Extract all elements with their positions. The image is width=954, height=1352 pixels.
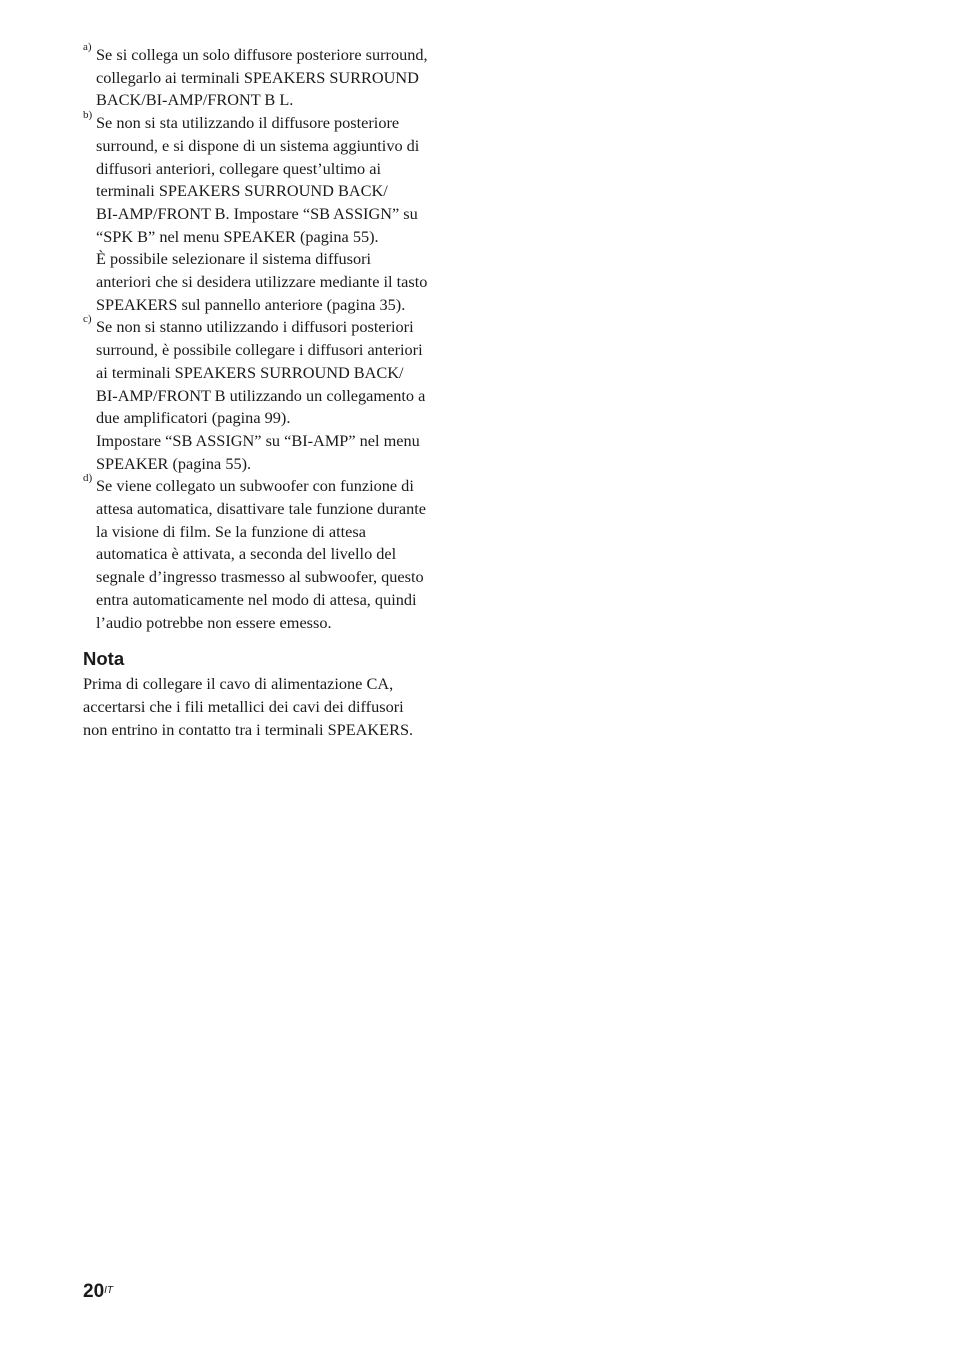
- footnote-line: surround, e si dispone di un sistema aggiuntivo di: [96, 135, 420, 155]
- nota-line: non entrino in contatto tra i terminali SPEAKERS.: [83, 719, 414, 739]
- page-number: [83, 1280, 113, 1304]
- nota-heading: Nota: [83, 648, 125, 670]
- footnote-line: surround, è possibile collegare i diffusori anteriori: [96, 340, 423, 360]
- footnote-line: diffusori anteriori, collegare quest’ultimo ai: [96, 158, 381, 178]
- page-language-suffix: IT: [104, 1285, 114, 1296]
- text-column: [83, 41, 463, 741]
- footnote-line: SPEAKER (pagina 55).: [96, 453, 252, 473]
- footnote-marker: d): [83, 472, 93, 485]
- footnote-line: Se viene collegato un subwoofer con funzione di: [96, 476, 414, 496]
- footnote-line: SPEAKERS sul pannello anteriore (pagina 35).: [96, 294, 406, 314]
- footnote-line: collegarlo ai terminali SPEAKERS SURROUND: [96, 67, 419, 87]
- nota-line: accertarsi che i fili metallici dei cavi dei diffusori: [83, 696, 404, 716]
- footnote-a: [83, 41, 463, 112]
- footnote-line: segnale d’ingresso trasmesso al subwoofer, questo: [96, 567, 424, 587]
- footnote-line: entra automaticamente nel modo di attesa, quindi: [96, 589, 417, 609]
- footnote-line: Se non si stanno utilizzando i diffusori posteriori: [96, 317, 414, 337]
- footnote-line: l’audio potrebbe non essere emesso.: [96, 612, 332, 632]
- footnote-marker: b): [83, 109, 93, 122]
- footnote-line: attesa automatica, disattivare tale funzione durante: [96, 499, 426, 519]
- footnote-line: terminali SPEAKERS SURROUND BACK/: [96, 181, 388, 201]
- nota-line: Prima di collegare il cavo di alimentazione CA,: [83, 674, 394, 694]
- footnote-line: la visione di film. Se la funzione di attesa: [96, 521, 366, 541]
- footnote-marker: a): [83, 41, 92, 53]
- footnote-line: due amplificatori (pagina 99).: [96, 408, 291, 428]
- footnote-marker: c): [83, 313, 92, 326]
- footnote-line: BI-AMP/FRONT B. Impostare “SB ASSIGN” su: [96, 203, 418, 223]
- page-number-value: 20: [83, 1281, 105, 1302]
- footnote-line: BI-AMP/FRONT B utilizzando un collegamento a: [96, 385, 426, 405]
- footnote-line: Impostare “SB ASSIGN” su “BI-AMP” nel menu: [96, 430, 420, 450]
- footnote-d: [83, 472, 463, 634]
- footnote-line: Se si collega un solo diffusore posteriore surround,: [96, 45, 428, 64]
- footnote-line: Se non si sta utilizzando il diffusore posteriore: [96, 113, 400, 133]
- footnote-line: BACK/BI-AMP/FRONT B L.: [96, 90, 294, 110]
- nota-body: [83, 673, 463, 741]
- footnote-line: “SPK B” nel menu SPEAKER (pagina 55).: [96, 226, 379, 246]
- footnote-line: automatica è attivata, a seconda del livello del: [96, 544, 397, 564]
- footnote-line: anteriori che si desidera utilizzare mediante il tasto: [96, 272, 428, 292]
- footnote-c: [83, 313, 463, 475]
- footnote-b: [83, 109, 463, 316]
- footnote-line: ai terminali SPEAKERS SURROUND BACK/: [96, 362, 404, 382]
- footnote-line: È possibile selezionare il sistema diffusori: [96, 249, 372, 269]
